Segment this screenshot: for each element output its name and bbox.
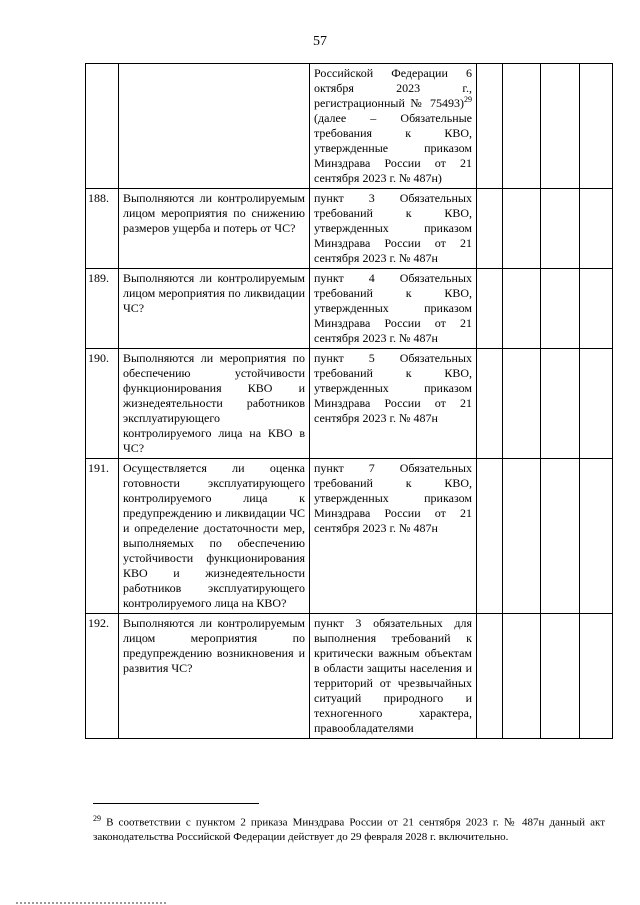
answer-cell <box>580 459 613 614</box>
answer-cell <box>503 614 541 739</box>
checklist-table <box>85 63 613 739</box>
table-row <box>86 459 613 614</box>
answer-cell <box>503 189 541 269</box>
answer-cell <box>580 269 613 349</box>
continuation-reference-tail: (далее – Обязательные требования к КВО, утвержденные приказом Минздрава России от 21 сентября 2023 г. № 487н) <box>314 111 472 185</box>
answer-cell <box>477 614 503 739</box>
answer-cell <box>503 349 541 459</box>
row-reference: пункт 4 Обязательных требований к КВО, утвержденных приказом Минздрава России от 21 сентября 2023 г. № 487н <box>310 269 477 349</box>
footnote-divider <box>93 803 259 804</box>
table-row-continuation <box>86 64 613 189</box>
answer-cell <box>541 349 580 459</box>
row-number: 191. <box>86 459 119 614</box>
row-number: 192. <box>86 614 119 739</box>
row-reference: пункт 5 Обязательных требований к КВО, утвержденных приказом Минздрава России от 21 сентября 2023 г. № 487н <box>310 349 477 459</box>
row-reference: пункт 7 Обязательных требований к КВО, утвержденных приказом Минздрава России от 21 сентября 2023 г. № 487н <box>310 459 477 614</box>
row-question: Выполняются ли контролируемым лицом мероприятия по предупреждению возникновения и развития ЧС? <box>119 614 310 739</box>
row-number: 188. <box>86 189 119 269</box>
answer-cell <box>580 614 613 739</box>
answer-cell <box>477 349 503 459</box>
row-number: 189. <box>86 269 119 349</box>
table-row <box>86 349 613 459</box>
row-reference: пункт 3 Обязательных требований к КВО, утвержденных приказом Минздрава России от 21 сентября 2023 г. № 487н <box>310 189 477 269</box>
answer-cell <box>541 64 580 189</box>
answer-cell <box>541 269 580 349</box>
row-question: Выполняются ли контролируемым лицом мероприятия по снижению размеров ущерба и потерь от ЧС? <box>119 189 310 269</box>
footnote <box>93 812 605 844</box>
row-question: Осуществляется ли оценка готовности эксплуатирующего контролируемого лица к предупреждению и ликвидации ЧС и определение достаточности мер, выполняемых по обеспечению устойчивости функционирования КВО и жизнедеятельности работников эксплуатирующего контролируемого лица на КВО? <box>119 459 310 614</box>
row-question: Выполняются ли мероприятия по обеспечению устойчивости функционирования КВО и жизнедеятельности работников эксплуатирующего контролируемого лица на КВО в ЧС? <box>119 349 310 459</box>
table-row <box>86 614 613 739</box>
answer-cell <box>541 614 580 739</box>
answer-cell <box>477 459 503 614</box>
answer-cell <box>580 349 613 459</box>
answer-cell <box>541 459 580 614</box>
answer-cell <box>477 64 503 189</box>
row-number-cell <box>86 64 119 189</box>
row-question-cell <box>119 64 310 189</box>
answer-cell <box>503 269 541 349</box>
answer-cell <box>477 189 503 269</box>
page-number: 57 <box>313 34 327 49</box>
answer-cell <box>580 64 613 189</box>
footnote-marker: 29 <box>464 95 472 104</box>
answer-cell <box>541 189 580 269</box>
footnote-text: В соответствии с пунктом 2 приказа Минздрава России от 21 сентября 2023 г. № 487н данный акт законодательства Российской Федерации действует до 29 февраля 2028 г. включительно. <box>93 816 605 843</box>
row-reference: пункт 3 обязательных для выполнения требований к критически важным объектам в области защиты населения и территорий от чрезвычайных ситуаций природного и техногенного характера, правообладателями <box>310 614 477 739</box>
footnote-number: 29 <box>93 814 101 823</box>
answer-cell <box>580 189 613 269</box>
row-number: 190. <box>86 349 119 459</box>
answer-cell <box>477 269 503 349</box>
bottom-edge-marking <box>16 902 166 904</box>
answer-cell <box>503 459 541 614</box>
table-row <box>86 269 613 349</box>
table-row <box>86 189 613 269</box>
answer-cell <box>503 64 541 189</box>
row-reference-cell <box>310 64 477 189</box>
continuation-reference-text: Российской Федерации 6 октября 2023 г., регистрационный № 75493) <box>314 66 472 110</box>
row-question: Выполняются ли контролируемым лицом мероприятия по ликвидации ЧС? <box>119 269 310 349</box>
checklist-table-body <box>86 64 613 739</box>
